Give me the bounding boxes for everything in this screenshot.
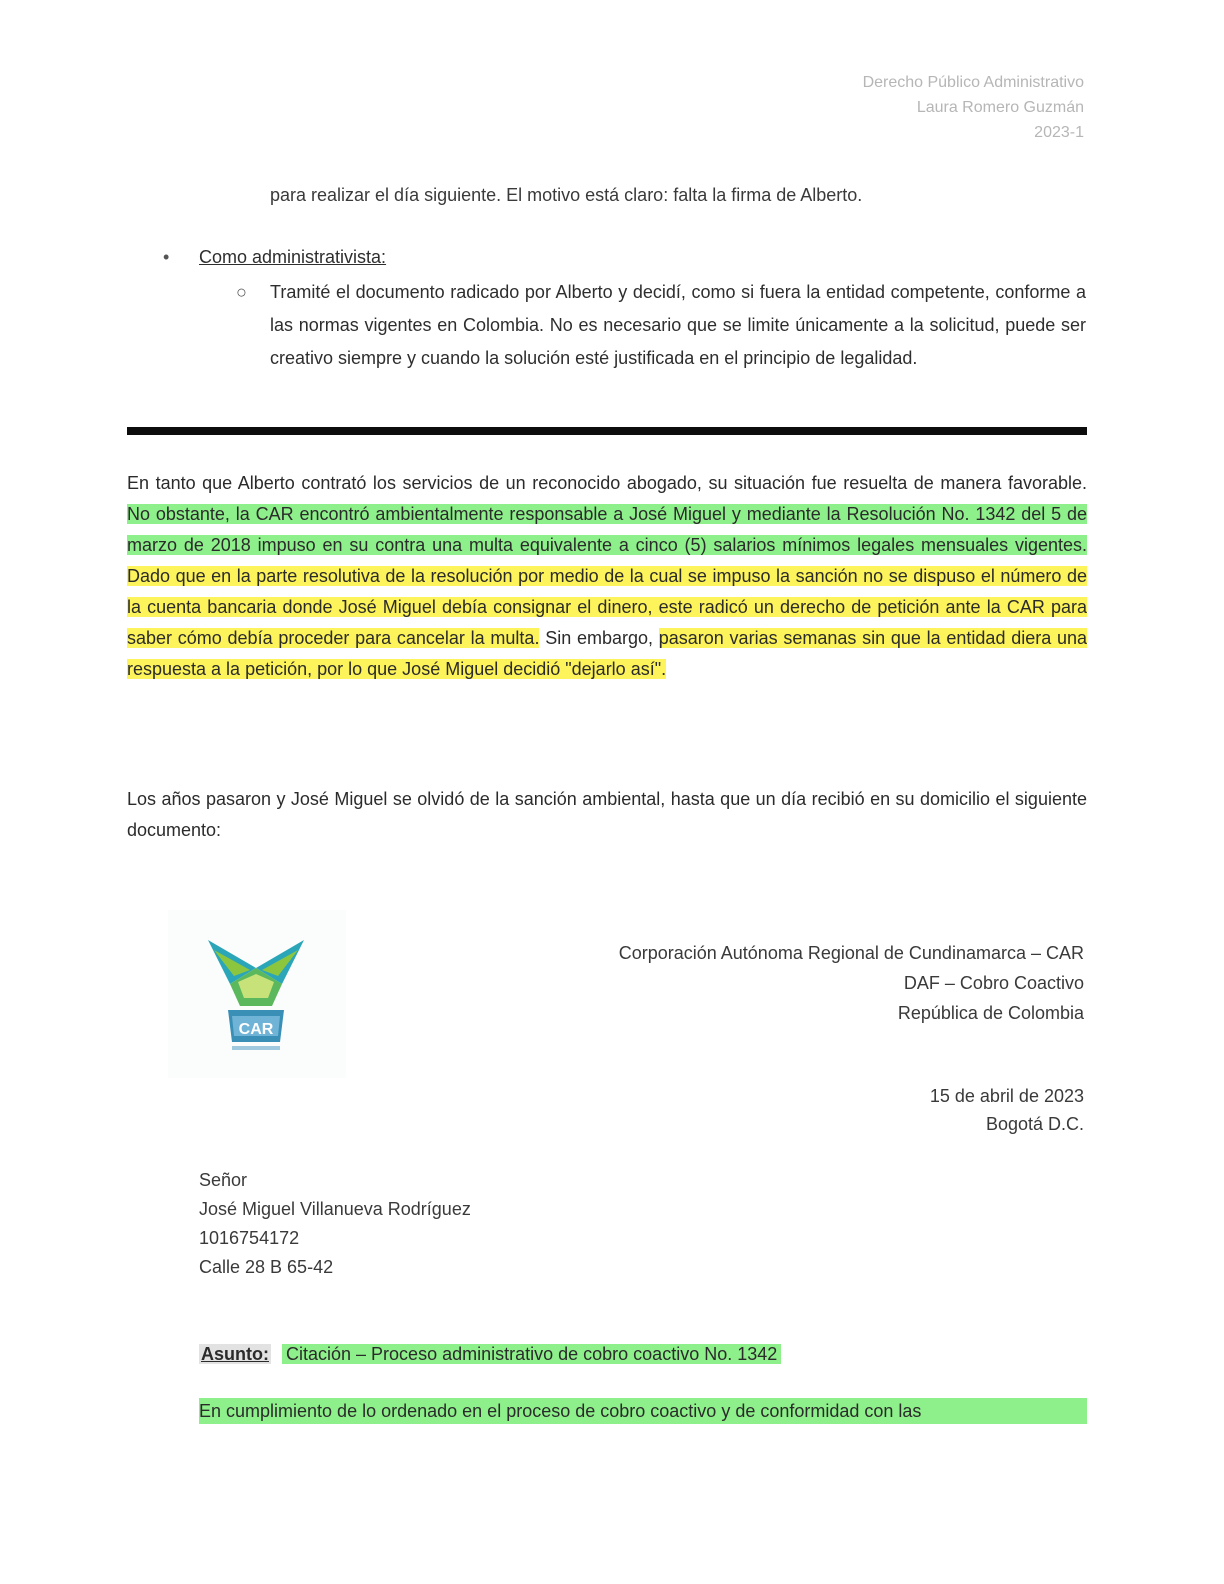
subject-value: Citación – Proceso administrativo de cobro coactivo No. 1342	[282, 1344, 781, 1364]
para1-green-highlight: No obstante, la CAR encontró ambientalmente responsable a José Miguel y mediante la Resolución No. 1342 del 5 de marzo de 2018 impuso en su contra una multa equivalente a cinco (5) salarios mínimos legales mensuales vigentes.	[127, 504, 1087, 555]
para1-plain-a: En tanto que Alberto contrató los servicios de un reconocido abogado, su situación fue resuelta de manera favorable.	[127, 473, 1087, 493]
bullet-main	[163, 244, 386, 270]
paragraph-case-facts	[127, 468, 1087, 685]
recipient-block	[199, 1166, 699, 1282]
section-divider	[127, 427, 1087, 435]
car-logo-icon	[168, 910, 346, 1078]
intro-line: para realizar el día siguiente. El motivo está claro: falta la firma de Alberto.	[270, 185, 863, 205]
bullet-circle-icon: ○	[236, 282, 247, 302]
recipient-salutation: Señor	[199, 1170, 248, 1190]
page-header	[664, 70, 1084, 145]
header-author: Laura Romero Guzmán	[916, 99, 1084, 116]
subject-label: Asunto:	[201, 1344, 269, 1364]
bullet-sub-text: Tramité el documento radicado por Alberto y decidí, como si fuera la entidad competente, conforme a las normas vigentes en Colombia. No es necesario que se limite únicamente a la solicitud, puede ser creativo siempre y cuando la solución esté justificada en el principio de legalidad.	[270, 282, 1086, 368]
recipient-address: Calle 28 B 65-42	[199, 1257, 334, 1277]
letterhead-dept: DAF – Cobro Coactivo	[903, 973, 1084, 993]
header-course: Derecho Público Administrativo	[862, 74, 1084, 91]
subject-line	[199, 1340, 1089, 1368]
car-logo-text: CAR	[238, 1021, 274, 1038]
header-term: 2023-1	[1034, 124, 1084, 141]
letter-city: Bogotá D.C.	[985, 1114, 1084, 1134]
recipient-name: José Miguel Villanueva Rodríguez	[199, 1199, 471, 1219]
bullet-dot-icon: •	[163, 247, 170, 267]
car-logo	[168, 910, 346, 1078]
bullet-sub	[236, 276, 1086, 375]
para1-yellow-highlight-a: Dado que en la parte resolutiva de la resolución por medio de la cual se impuso la sanción no se dispuso el número de la cuenta bancaria donde José Miguel debía consignar el dinero, este radicó un derecho de petición ante la CAR para saber cómo debía proceder para cancelar la multa.	[127, 566, 1087, 648]
date-block	[684, 1082, 1084, 1138]
letterhead-org: Corporación Autónoma Regional de Cundinamarca – CAR	[618, 943, 1084, 963]
para1-yellow-highlight-b: pasaron varias semanas sin que la entidad diera una respuesta a la petición, por lo que José Miguel decidió "dejarlo así".	[127, 628, 1088, 679]
letterhead-country: República de Colombia	[897, 1003, 1084, 1023]
recipient-id: 1016754172	[199, 1228, 300, 1248]
letter-body-line: En cumplimiento de lo ordenado en el proceso de cobro coactivo y de conformidad con las	[199, 1398, 1087, 1424]
bullet-main-label: Como administrativista:	[199, 247, 387, 267]
letter-date: 15 de abril de 2023	[929, 1086, 1084, 1106]
paragraph-years-passed: Los años pasaron y José Miguel se olvidó de la sanción ambiental, hasta que un día recibió en su domicilio el siguiente documento:	[127, 789, 1087, 840]
letterhead	[484, 938, 1084, 1028]
para1-plain-b: Sin embargo,	[539, 628, 659, 648]
